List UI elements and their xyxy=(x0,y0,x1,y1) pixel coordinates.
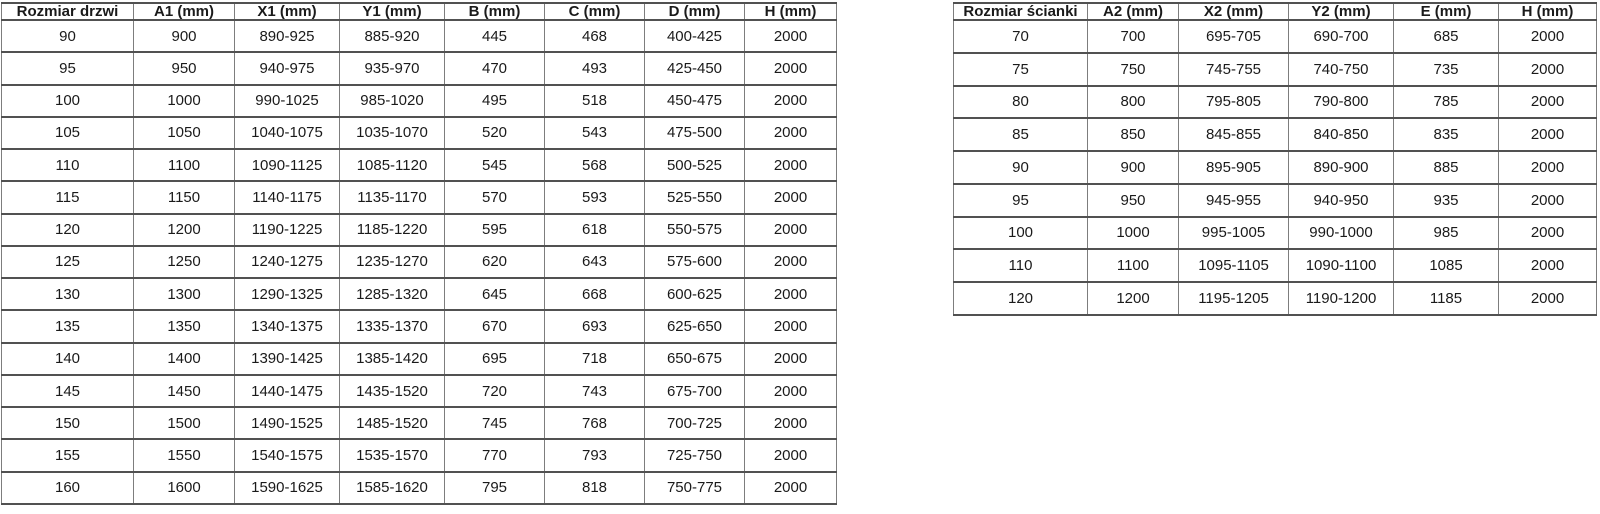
table-cell: 2000 xyxy=(745,407,837,439)
table-cell: 1535-1570 xyxy=(340,439,445,471)
table-cell: 110 xyxy=(954,249,1088,282)
table-cell: 575-600 xyxy=(645,246,745,278)
table-cell: 543 xyxy=(545,117,645,149)
table-cell: 500-525 xyxy=(645,149,745,181)
table-cell: 1000 xyxy=(134,85,235,117)
table-cell: 2000 xyxy=(1499,53,1597,86)
table-cell: 720 xyxy=(445,375,545,407)
column-header: X1 (mm) xyxy=(235,3,340,20)
table-row xyxy=(2,472,837,504)
table-cell: 545 xyxy=(445,149,545,181)
table-row xyxy=(954,249,1597,282)
table-cell: 120 xyxy=(2,214,134,246)
table-cell: 1300 xyxy=(134,278,235,310)
table-row xyxy=(2,407,837,439)
table-row xyxy=(2,343,837,375)
table-cell: 950 xyxy=(1088,184,1179,217)
table-cell: 525-550 xyxy=(645,181,745,213)
table-cell: 1240-1275 xyxy=(235,246,340,278)
table-cell: 985 xyxy=(1394,217,1499,250)
table-row xyxy=(954,20,1597,53)
table-row xyxy=(954,151,1597,184)
table-cell: 100 xyxy=(954,217,1088,250)
table-cell: 885-920 xyxy=(340,20,445,52)
table-cell: 95 xyxy=(2,52,134,84)
table-cell: 520 xyxy=(445,117,545,149)
table-row xyxy=(954,282,1597,315)
table-cell: 2000 xyxy=(1499,118,1597,151)
table-cell: 1340-1375 xyxy=(235,310,340,342)
table-cell: 850 xyxy=(1088,118,1179,151)
table-cell: 425-450 xyxy=(645,52,745,84)
table-cell: 130 xyxy=(2,278,134,310)
table-cell: 495 xyxy=(445,85,545,117)
column-header: E (mm) xyxy=(1394,3,1499,20)
table-cell: 1585-1620 xyxy=(340,472,445,504)
table-cell: 150 xyxy=(2,407,134,439)
table-cell: 1135-1170 xyxy=(340,181,445,213)
table-cell: 745-755 xyxy=(1179,53,1289,86)
table-cell: 645 xyxy=(445,278,545,310)
column-header: Rozmiar drzwi xyxy=(2,3,134,20)
table-row xyxy=(2,52,837,84)
table-cell: 1540-1575 xyxy=(235,439,340,471)
table-cell: 550-575 xyxy=(645,214,745,246)
table-cell: 690-700 xyxy=(1289,20,1394,53)
table-cell: 1035-1070 xyxy=(340,117,445,149)
table-cell: 940-950 xyxy=(1289,184,1394,217)
table-cell: 1285-1320 xyxy=(340,278,445,310)
table-cell: 100 xyxy=(2,85,134,117)
table-cell: 450-475 xyxy=(645,85,745,117)
table-cell: 795-805 xyxy=(1179,86,1289,119)
door-size-table xyxy=(1,2,837,505)
table-cell: 2000 xyxy=(745,117,837,149)
table-cell: 1435-1520 xyxy=(340,375,445,407)
table-cell: 2000 xyxy=(1499,151,1597,184)
header-row xyxy=(2,3,837,20)
table-cell: 2000 xyxy=(1499,282,1597,315)
table-cell: 1090-1125 xyxy=(235,149,340,181)
table-cell: 693 xyxy=(545,310,645,342)
column-header: H (mm) xyxy=(745,3,837,20)
table-cell: 1200 xyxy=(1088,282,1179,315)
table-cell: 840-850 xyxy=(1289,118,1394,151)
table-cell: 95 xyxy=(954,184,1088,217)
table-cell: 2000 xyxy=(745,214,837,246)
table-row xyxy=(954,53,1597,86)
table-row xyxy=(2,149,837,181)
table-cell: 793 xyxy=(545,439,645,471)
table-cell: 600-625 xyxy=(645,278,745,310)
table-row xyxy=(2,20,837,52)
table-cell: 718 xyxy=(545,343,645,375)
table-cell: 2000 xyxy=(745,20,837,52)
table-cell: 835 xyxy=(1394,118,1499,151)
column-header: A2 (mm) xyxy=(1088,3,1179,20)
table-cell: 2000 xyxy=(1499,249,1597,282)
table-cell: 2000 xyxy=(1499,184,1597,217)
table-cell: 2000 xyxy=(1499,86,1597,119)
table-cell: 800 xyxy=(1088,86,1179,119)
table-cell: 1000 xyxy=(1088,217,1179,250)
table-cell: 668 xyxy=(545,278,645,310)
table-cell: 1185 xyxy=(1394,282,1499,315)
table-row xyxy=(954,118,1597,151)
table-cell: 1600 xyxy=(134,472,235,504)
table-cell: 743 xyxy=(545,375,645,407)
table-cell: 475-500 xyxy=(645,117,745,149)
table-cell: 1085-1120 xyxy=(340,149,445,181)
table-cell: 725-750 xyxy=(645,439,745,471)
table-cell: 990-1000 xyxy=(1289,217,1394,250)
table-cell: 2000 xyxy=(745,85,837,117)
table-cell: 1485-1520 xyxy=(340,407,445,439)
table-cell: 2000 xyxy=(745,149,837,181)
table-cell: 950 xyxy=(134,52,235,84)
table-cell: 468 xyxy=(545,20,645,52)
table-cell: 1140-1175 xyxy=(235,181,340,213)
table-cell: 845-855 xyxy=(1179,118,1289,151)
column-header: Y1 (mm) xyxy=(340,3,445,20)
column-header: B (mm) xyxy=(445,3,545,20)
table-row xyxy=(2,85,837,117)
table-cell: 1090-1100 xyxy=(1289,249,1394,282)
table-cell: 1450 xyxy=(134,375,235,407)
table-cell: 2000 xyxy=(745,375,837,407)
table-cell: 115 xyxy=(2,181,134,213)
table-cell: 990-1025 xyxy=(235,85,340,117)
table-cell: 670 xyxy=(445,310,545,342)
table-row xyxy=(2,181,837,213)
table-cell: 1150 xyxy=(134,181,235,213)
table-cell: 145 xyxy=(2,375,134,407)
table-row xyxy=(954,184,1597,217)
table-cell: 935-970 xyxy=(340,52,445,84)
table-cell: 1050 xyxy=(134,117,235,149)
column-header: A1 (mm) xyxy=(134,3,235,20)
table-cell: 90 xyxy=(2,20,134,52)
table-row xyxy=(2,246,837,278)
table-cell: 695-705 xyxy=(1179,20,1289,53)
table-cell: 155 xyxy=(2,439,134,471)
table-cell: 625-650 xyxy=(645,310,745,342)
table-row xyxy=(2,117,837,149)
table-cell: 1185-1220 xyxy=(340,214,445,246)
table-cell: 818 xyxy=(545,472,645,504)
table-cell: 140 xyxy=(2,343,134,375)
table-cell: 945-955 xyxy=(1179,184,1289,217)
table-cell: 750 xyxy=(1088,53,1179,86)
table-cell: 160 xyxy=(2,472,134,504)
table-cell: 2000 xyxy=(745,439,837,471)
table-cell: 650-675 xyxy=(645,343,745,375)
table-row xyxy=(954,217,1597,250)
table-cell: 985-1020 xyxy=(340,85,445,117)
table-cell: 618 xyxy=(545,214,645,246)
table-cell: 735 xyxy=(1394,53,1499,86)
table-cell: 75 xyxy=(954,53,1088,86)
table-cell: 1040-1075 xyxy=(235,117,340,149)
table-cell: 2000 xyxy=(745,181,837,213)
table-cell: 695 xyxy=(445,343,545,375)
table-cell: 1195-1205 xyxy=(1179,282,1289,315)
table-row xyxy=(2,439,837,471)
table-cell: 593 xyxy=(545,181,645,213)
table-cell: 995-1005 xyxy=(1179,217,1289,250)
table-cell: 1085 xyxy=(1394,249,1499,282)
table-cell: 1440-1475 xyxy=(235,375,340,407)
table-cell: 568 xyxy=(545,149,645,181)
table-cell: 2000 xyxy=(745,246,837,278)
table-cell: 790-800 xyxy=(1289,86,1394,119)
table-cell: 2000 xyxy=(745,52,837,84)
table-cell: 900 xyxy=(1088,151,1179,184)
column-header: H (mm) xyxy=(1499,3,1597,20)
table-cell: 70 xyxy=(954,20,1088,53)
table-cell: 1235-1270 xyxy=(340,246,445,278)
table-cell: 85 xyxy=(954,118,1088,151)
table-cell: 895-905 xyxy=(1179,151,1289,184)
table-cell: 1335-1370 xyxy=(340,310,445,342)
table-cell: 120 xyxy=(954,282,1088,315)
table-cell: 1250 xyxy=(134,246,235,278)
header-row xyxy=(954,3,1597,20)
table-cell: 1590-1625 xyxy=(235,472,340,504)
table-cell: 1385-1420 xyxy=(340,343,445,375)
table-cell: 890-900 xyxy=(1289,151,1394,184)
table-cell: 1190-1225 xyxy=(235,214,340,246)
table-cell: 1350 xyxy=(134,310,235,342)
table-cell: 135 xyxy=(2,310,134,342)
table-cell: 1095-1105 xyxy=(1179,249,1289,282)
table-cell: 770 xyxy=(445,439,545,471)
table-row xyxy=(954,86,1597,119)
table-cell: 493 xyxy=(545,52,645,84)
table-cell: 2000 xyxy=(1499,217,1597,250)
column-header: Rozmiar ścianki xyxy=(954,3,1088,20)
table-cell: 2000 xyxy=(745,472,837,504)
table-cell: 745 xyxy=(445,407,545,439)
table-cell: 470 xyxy=(445,52,545,84)
table-cell: 90 xyxy=(954,151,1088,184)
table-row xyxy=(2,214,837,246)
table-cell: 518 xyxy=(545,85,645,117)
column-header: Y2 (mm) xyxy=(1289,3,1394,20)
table-row xyxy=(2,278,837,310)
column-header: D (mm) xyxy=(645,3,745,20)
table-cell: 105 xyxy=(2,117,134,149)
table-cell: 1550 xyxy=(134,439,235,471)
table-cell: 445 xyxy=(445,20,545,52)
table-cell: 400-425 xyxy=(645,20,745,52)
table-cell: 80 xyxy=(954,86,1088,119)
table-cell: 700-725 xyxy=(645,407,745,439)
table-cell: 1200 xyxy=(134,214,235,246)
table-cell: 1100 xyxy=(134,149,235,181)
column-header: X2 (mm) xyxy=(1179,3,1289,20)
table-cell: 2000 xyxy=(745,310,837,342)
table-cell: 740-750 xyxy=(1289,53,1394,86)
table-cell: 1400 xyxy=(134,343,235,375)
table-cell: 785 xyxy=(1394,86,1499,119)
table-cell: 940-975 xyxy=(235,52,340,84)
table-cell: 795 xyxy=(445,472,545,504)
table-cell: 570 xyxy=(445,181,545,213)
table-cell: 620 xyxy=(445,246,545,278)
table-cell: 1390-1425 xyxy=(235,343,340,375)
table-cell: 890-925 xyxy=(235,20,340,52)
table-cell: 885 xyxy=(1394,151,1499,184)
table-cell: 1100 xyxy=(1088,249,1179,282)
table-cell: 643 xyxy=(545,246,645,278)
table-cell: 110 xyxy=(2,149,134,181)
wall-size-table xyxy=(953,2,1597,316)
table-cell: 700 xyxy=(1088,20,1179,53)
table-row xyxy=(2,310,837,342)
column-header: C (mm) xyxy=(545,3,645,20)
table-cell: 1500 xyxy=(134,407,235,439)
table-cell: 768 xyxy=(545,407,645,439)
table-cell: 685 xyxy=(1394,20,1499,53)
table-row xyxy=(2,375,837,407)
table-cell: 1190-1200 xyxy=(1289,282,1394,315)
table-cell: 1490-1525 xyxy=(235,407,340,439)
table-cell: 750-775 xyxy=(645,472,745,504)
table-cell: 2000 xyxy=(745,343,837,375)
table-cell: 2000 xyxy=(1499,20,1597,53)
table-cell: 675-700 xyxy=(645,375,745,407)
table-cell: 935 xyxy=(1394,184,1499,217)
table-cell: 125 xyxy=(2,246,134,278)
table-cell: 2000 xyxy=(745,278,837,310)
table-cell: 900 xyxy=(134,20,235,52)
table-cell: 1290-1325 xyxy=(235,278,340,310)
table-cell: 595 xyxy=(445,214,545,246)
